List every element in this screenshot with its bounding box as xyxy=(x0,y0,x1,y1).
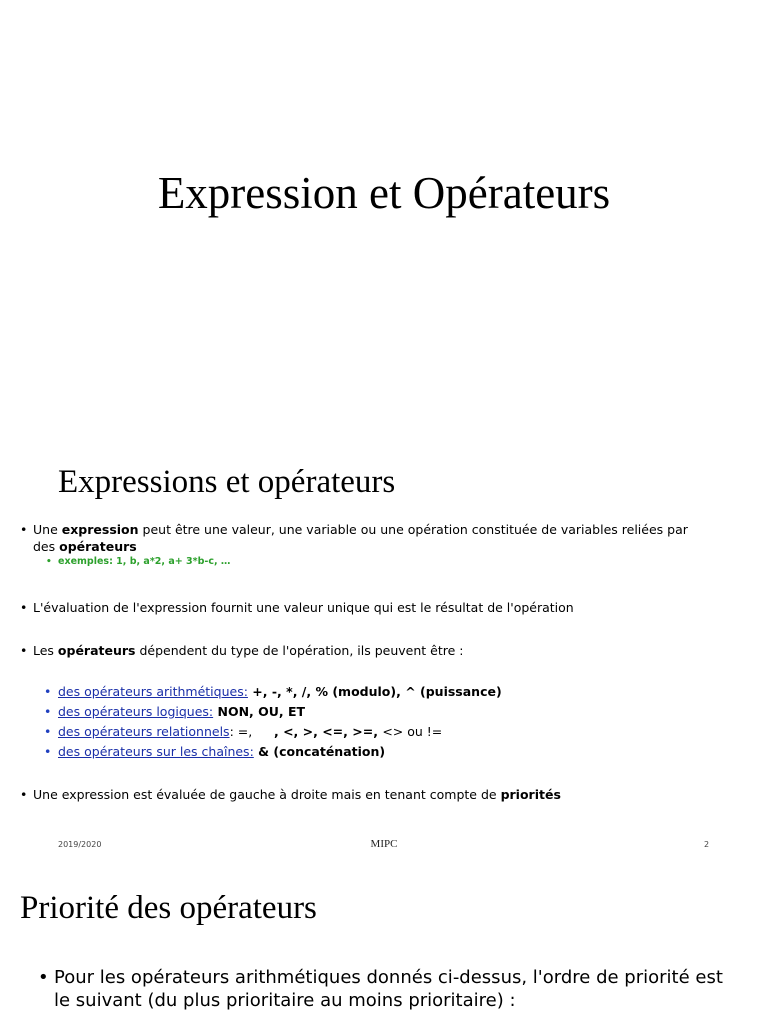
slide-expressions xyxy=(0,432,768,864)
slide-heading: Priorité des opérateurs xyxy=(20,890,317,926)
bullet-icon: • xyxy=(44,684,52,699)
footer-date: 2019/2020 xyxy=(58,840,102,849)
bullet-icon: • xyxy=(38,967,49,988)
text: Une xyxy=(33,522,62,537)
bullet-icon: • xyxy=(20,600,28,615)
bullet-icon: • xyxy=(20,522,28,537)
footer-label: MIPC xyxy=(370,838,398,850)
slide-priority xyxy=(0,864,768,1024)
bullet-icon: • xyxy=(44,744,52,759)
operator-values: & (concaténation) xyxy=(253,744,386,759)
bold-text: priorités xyxy=(500,787,561,802)
bullet-icon: • xyxy=(44,724,52,739)
bullet-operators-types xyxy=(20,642,464,659)
list-item xyxy=(44,722,502,742)
link-logical-operators[interactable]: des opérateurs logiques: xyxy=(58,704,214,719)
link-relational-operators[interactable]: des opérateurs relationnels xyxy=(58,724,230,739)
bold-text: expression xyxy=(61,522,139,537)
operator-list xyxy=(44,682,502,762)
bullet-evaluation xyxy=(20,599,574,616)
operator-values: <> ou != xyxy=(382,724,443,739)
operator-values: +, -, *, /, % (modulo), ^ (puissance) xyxy=(247,684,502,699)
slide-main-title: Expression et Opérateurs xyxy=(157,168,611,218)
page-number: 2 xyxy=(704,840,710,849)
list-item xyxy=(44,682,502,702)
examples-text: exemples: 1, b, a*2, a+ 3*b-c, … xyxy=(58,556,231,567)
text: peut être une valeur, une variable ou une opération constituée de variables reliées par des xyxy=(33,522,688,554)
bullet-icon: • xyxy=(20,643,28,658)
bullet-priority-order xyxy=(38,966,734,1012)
link-arithmetic-operators[interactable]: des opérateurs arithmétiques: xyxy=(58,684,248,699)
text: dépendent du type de l'opération, ils peuvent être : xyxy=(135,643,464,658)
text: L'évaluation de l'expression fournit une valeur unique qui est le résultat de l'opération xyxy=(33,600,574,615)
sub-bullet-examples xyxy=(46,555,231,569)
text: Une expression est évaluée de gauche à droite mais en tenant compte de xyxy=(33,787,501,802)
operator-values: : =, xyxy=(229,724,253,739)
list-item xyxy=(44,702,502,722)
link-string-operators[interactable]: des opérateurs sur les chaînes: xyxy=(58,744,254,759)
bullet-icon: • xyxy=(46,557,52,567)
bullet-evaluation-order xyxy=(20,786,561,803)
text: Les xyxy=(33,643,58,658)
bullet-icon: • xyxy=(20,787,28,802)
bold-text: opérateurs xyxy=(57,643,136,658)
bold-text: opérateurs xyxy=(59,539,137,554)
list-item xyxy=(44,742,502,762)
text: Pour les opérateurs arithmétiques donnés ci-dessus, l'ordre de priorité est le suivant (du plus prioritaire au moins prioritaire) : xyxy=(54,967,723,1011)
operator-values: NON, OU, ET xyxy=(213,704,306,719)
slide-title xyxy=(0,0,768,432)
bullet-icon: • xyxy=(44,704,52,719)
bullet-expression-definition xyxy=(20,521,693,555)
operator-values: , <, >, <=, >=, xyxy=(252,724,383,739)
slide-heading: Expressions et opérateurs xyxy=(58,464,396,500)
